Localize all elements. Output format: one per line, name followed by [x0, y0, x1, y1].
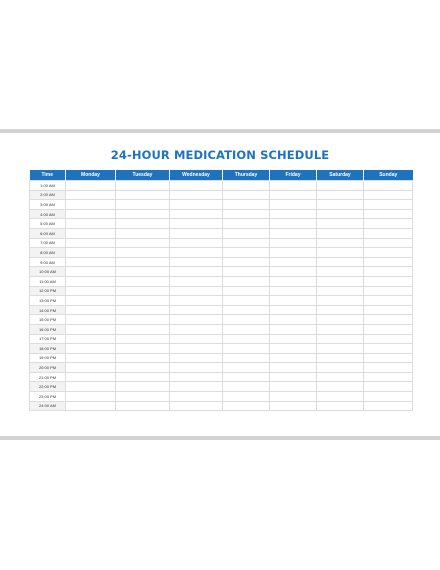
time-cell: 21:00 PM — [30, 372, 66, 382]
schedule-cell[interactable] — [116, 363, 170, 373]
time-cell: 13:00 PM — [30, 296, 66, 306]
schedule-cell[interactable] — [66, 267, 116, 277]
schedule-cell[interactable] — [317, 267, 364, 277]
schedule-cell[interactable] — [170, 305, 223, 315]
schedule-cell[interactable] — [116, 209, 170, 219]
table-row — [30, 392, 413, 402]
schedule-cell[interactable] — [270, 363, 317, 373]
top-divider — [0, 129, 440, 133]
schedule-cell[interactable] — [317, 257, 364, 267]
schedule-cell[interactable] — [66, 353, 116, 363]
schedule-cell[interactable] — [317, 372, 364, 382]
time-cell: 7:00 AM — [30, 238, 66, 248]
schedule-cell[interactable] — [364, 238, 413, 248]
schedule-cell[interactable] — [317, 382, 364, 392]
schedule-cell[interactable] — [170, 200, 223, 210]
schedule-cell[interactable] — [223, 363, 270, 373]
schedule-cell[interactable] — [223, 200, 270, 210]
table-row — [30, 209, 413, 219]
schedule-cell[interactable] — [223, 276, 270, 286]
schedule-cell[interactable] — [116, 401, 170, 411]
time-cell: 10:00 AM — [30, 267, 66, 277]
time-cell: 12:00 PM — [30, 286, 66, 296]
schedule-cell[interactable] — [364, 267, 413, 277]
time-cell: 6:00 AM — [30, 228, 66, 238]
schedule-cell[interactable] — [317, 190, 364, 200]
schedule-cell[interactable] — [223, 257, 270, 267]
schedule-cell[interactable] — [66, 344, 116, 354]
time-cell: 4:00 AM — [30, 209, 66, 219]
schedule-cell[interactable] — [364, 219, 413, 229]
schedule-cell[interactable] — [223, 190, 270, 200]
schedule-cell[interactable] — [66, 392, 116, 402]
schedule-cell[interactable] — [66, 334, 116, 344]
schedule-cell[interactable] — [364, 363, 413, 373]
column-header-time: Time — [30, 170, 66, 181]
table-row — [30, 276, 413, 286]
schedule-cell[interactable] — [317, 228, 364, 238]
schedule-cell[interactable] — [317, 305, 364, 315]
schedule-cell[interactable] — [270, 353, 317, 363]
schedule-cell[interactable] — [223, 353, 270, 363]
table-row — [30, 181, 413, 191]
schedule-cell[interactable] — [317, 363, 364, 373]
time-cell: 3:00 AM — [30, 200, 66, 210]
schedule-cell[interactable] — [317, 219, 364, 229]
schedule-cell[interactable] — [223, 392, 270, 402]
schedule-cell[interactable] — [317, 353, 364, 363]
schedule-cell[interactable] — [223, 228, 270, 238]
schedule-cell[interactable] — [66, 248, 116, 258]
schedule-cell[interactable] — [364, 324, 413, 334]
table-row — [30, 344, 413, 354]
schedule-cell[interactable] — [66, 372, 116, 382]
schedule-cell[interactable] — [270, 238, 317, 248]
schedule-cell[interactable] — [364, 257, 413, 267]
schedule-cell[interactable] — [170, 248, 223, 258]
schedule-cell[interactable] — [223, 305, 270, 315]
column-header-saturday: Saturday — [317, 170, 364, 181]
schedule-cell[interactable] — [364, 200, 413, 210]
time-cell: 22:00 PM — [30, 382, 66, 392]
schedule-cell[interactable] — [116, 248, 170, 258]
schedule-cell[interactable] — [66, 324, 116, 334]
schedule-cell[interactable] — [170, 334, 223, 344]
schedule-cell[interactable] — [364, 392, 413, 402]
schedule-cell[interactable] — [270, 267, 317, 277]
schedule-cell[interactable] — [317, 286, 364, 296]
schedule-cell[interactable] — [223, 334, 270, 344]
schedule-cell[interactable] — [170, 372, 223, 382]
schedule-cell[interactable] — [170, 344, 223, 354]
schedule-cell[interactable] — [270, 276, 317, 286]
table-row — [30, 228, 413, 238]
schedule-cell[interactable] — [170, 286, 223, 296]
table-header-row — [30, 170, 413, 181]
schedule-cell[interactable] — [364, 305, 413, 315]
schedule-cell[interactable] — [270, 296, 317, 306]
schedule-cell[interactable] — [223, 181, 270, 191]
schedule-cell[interactable] — [66, 238, 116, 248]
schedule-cell[interactable] — [270, 315, 317, 325]
time-cell: 11:00 AM — [30, 276, 66, 286]
schedule-cell[interactable] — [223, 209, 270, 219]
schedule-cell[interactable] — [364, 190, 413, 200]
time-cell: 1:00 AM — [30, 181, 66, 191]
schedule-cell[interactable] — [270, 190, 317, 200]
schedule-cell[interactable] — [364, 382, 413, 392]
table-row — [30, 190, 413, 200]
table-row — [30, 286, 413, 296]
schedule-cell[interactable] — [270, 305, 317, 315]
schedule-cell[interactable] — [66, 209, 116, 219]
time-cell: 14:00 PM — [30, 305, 66, 315]
schedule-cell[interactable] — [364, 286, 413, 296]
schedule-cell[interactable] — [223, 238, 270, 248]
column-header-wednesday: Wednesday — [170, 170, 223, 181]
schedule-cell[interactable] — [66, 363, 116, 373]
schedule-cell[interactable] — [364, 209, 413, 219]
schedule-cell[interactable] — [66, 228, 116, 238]
schedule-cell[interactable] — [270, 344, 317, 354]
schedule-cell[interactable] — [116, 190, 170, 200]
schedule-cell[interactable] — [270, 286, 317, 296]
table-row — [30, 238, 413, 248]
schedule-cell[interactable] — [66, 190, 116, 200]
schedule-cell[interactable] — [317, 248, 364, 258]
time-cell: 15:00 PM — [30, 315, 66, 325]
table-row — [30, 200, 413, 210]
schedule-cell[interactable] — [317, 392, 364, 402]
schedule-cell[interactable] — [364, 401, 413, 411]
column-header-thursday: Thursday — [223, 170, 270, 181]
schedule-cell[interactable] — [116, 382, 170, 392]
time-cell: 9:00 AM — [30, 257, 66, 267]
schedule-cell[interactable] — [270, 334, 317, 344]
table-row — [30, 363, 413, 373]
schedule-cell[interactable] — [170, 382, 223, 392]
schedule-cell[interactable] — [364, 334, 413, 344]
schedule-cell[interactable] — [66, 219, 116, 229]
bottom-divider — [0, 436, 440, 440]
schedule-cell[interactable] — [170, 181, 223, 191]
schedule-cell[interactable] — [270, 228, 317, 238]
schedule-cell[interactable] — [116, 392, 170, 402]
schedule-cell[interactable] — [116, 257, 170, 267]
time-cell: 19:00 PM — [30, 353, 66, 363]
schedule-cell[interactable] — [317, 344, 364, 354]
time-cell: 20:00 PM — [30, 363, 66, 373]
schedule-cell[interactable] — [364, 248, 413, 258]
time-cell: 17:00 PM — [30, 334, 66, 344]
schedule-cell[interactable] — [116, 200, 170, 210]
table-row — [30, 248, 413, 258]
schedule-cell[interactable] — [364, 181, 413, 191]
schedule-cell[interactable] — [223, 344, 270, 354]
schedule-cell[interactable] — [170, 276, 223, 286]
schedule-cell[interactable] — [364, 315, 413, 325]
schedule-cell[interactable] — [270, 372, 317, 382]
schedule-cell[interactable] — [270, 257, 317, 267]
schedule-cell[interactable] — [223, 324, 270, 334]
schedule-cell[interactable] — [170, 219, 223, 229]
schedule-cell[interactable] — [270, 209, 317, 219]
schedule-cell[interactable] — [223, 296, 270, 306]
schedule-cell[interactable] — [116, 344, 170, 354]
schedule-cell[interactable] — [116, 315, 170, 325]
schedule-cell[interactable] — [317, 209, 364, 219]
schedule-cell[interactable] — [66, 296, 116, 306]
table-row — [30, 382, 413, 392]
schedule-cell[interactable] — [66, 305, 116, 315]
table-row — [30, 353, 413, 363]
schedule-cell[interactable] — [317, 324, 364, 334]
schedule-cell[interactable] — [170, 238, 223, 248]
schedule-cell[interactable] — [66, 200, 116, 210]
column-header-sunday: Sunday — [364, 170, 413, 181]
schedule-cell[interactable] — [170, 315, 223, 325]
table-row — [30, 334, 413, 344]
schedule-cell[interactable] — [223, 315, 270, 325]
schedule-cell[interactable] — [66, 276, 116, 286]
schedule-cell[interactable] — [116, 334, 170, 344]
schedule-cell[interactable] — [170, 324, 223, 334]
table-row — [30, 219, 413, 229]
schedule-cell[interactable] — [223, 401, 270, 411]
time-cell: 5:00 AM — [30, 219, 66, 229]
schedule-cell[interactable] — [317, 315, 364, 325]
schedule-cell[interactable] — [116, 372, 170, 382]
schedule-cell[interactable] — [170, 392, 223, 402]
schedule-cell[interactable] — [116, 276, 170, 286]
schedule-cell[interactable] — [170, 296, 223, 306]
table-row — [30, 401, 413, 411]
column-header-friday: Friday — [270, 170, 317, 181]
schedule-cell[interactable] — [270, 392, 317, 402]
schedule-cell[interactable] — [116, 353, 170, 363]
schedule-cell[interactable] — [116, 286, 170, 296]
schedule-cell[interactable] — [66, 382, 116, 392]
schedule-cell[interactable] — [170, 228, 223, 238]
schedule-cell[interactable] — [170, 363, 223, 373]
schedule-cell[interactable] — [364, 296, 413, 306]
schedule-cell[interactable] — [317, 238, 364, 248]
schedule-cell[interactable] — [116, 324, 170, 334]
time-cell: 16:00 PM — [30, 324, 66, 334]
column-header-tuesday: Tuesday — [116, 170, 170, 181]
schedule-cell[interactable] — [116, 219, 170, 229]
table-row — [30, 324, 413, 334]
schedule-cell[interactable] — [270, 248, 317, 258]
schedule-cell[interactable] — [223, 382, 270, 392]
schedule-cell[interactable] — [116, 305, 170, 315]
schedule-cell[interactable] — [66, 181, 116, 191]
schedule-cell[interactable] — [170, 209, 223, 219]
column-header-monday: Monday — [66, 170, 116, 181]
time-cell: 24:00 AM — [30, 401, 66, 411]
medication-schedule-table — [29, 170, 413, 411]
schedule-cell[interactable] — [223, 219, 270, 229]
page-title: 24-HOUR MEDICATION SCHEDULE — [110, 148, 330, 162]
schedule-cell[interactable] — [270, 200, 317, 210]
schedule-cell[interactable] — [270, 401, 317, 411]
schedule-cell[interactable] — [317, 200, 364, 210]
time-cell: 8:00 AM — [30, 248, 66, 258]
schedule-cell[interactable] — [116, 228, 170, 238]
schedule-cell[interactable] — [66, 315, 116, 325]
schedule-cell[interactable] — [223, 248, 270, 258]
schedule-cell[interactable] — [170, 353, 223, 363]
schedule-cell[interactable] — [116, 238, 170, 248]
schedule-cell[interactable] — [116, 181, 170, 191]
schedule-cell[interactable] — [66, 257, 116, 267]
table-row — [30, 267, 413, 277]
schedule-cell[interactable] — [317, 334, 364, 344]
schedule-cell[interactable] — [317, 296, 364, 306]
time-cell: 18:00 PM — [30, 344, 66, 354]
schedule-cell[interactable] — [270, 219, 317, 229]
schedule-cell[interactable] — [364, 344, 413, 354]
table-row — [30, 296, 413, 306]
schedule-cell[interactable] — [270, 181, 317, 191]
schedule-cell[interactable] — [364, 353, 413, 363]
schedule-cell[interactable] — [66, 286, 116, 296]
schedule-cell[interactable] — [317, 276, 364, 286]
schedule-cell[interactable] — [66, 401, 116, 411]
schedule-cell[interactable] — [317, 401, 364, 411]
schedule-cell[interactable] — [170, 267, 223, 277]
schedule-cell[interactable] — [223, 372, 270, 382]
schedule-cell[interactable] — [364, 276, 413, 286]
schedule-cell[interactable] — [223, 286, 270, 296]
schedule-cell[interactable] — [170, 401, 223, 411]
schedule-cell[interactable] — [364, 228, 413, 238]
schedule-cell[interactable] — [270, 324, 317, 334]
schedule-cell[interactable] — [116, 267, 170, 277]
schedule-cell[interactable] — [223, 267, 270, 277]
schedule-cell[interactable] — [170, 257, 223, 267]
schedule-cell[interactable] — [317, 181, 364, 191]
schedule-cell[interactable] — [270, 382, 317, 392]
schedule-cell[interactable] — [364, 372, 413, 382]
table-row — [30, 372, 413, 382]
time-cell: 23:00 PM — [30, 392, 66, 402]
table-row — [30, 257, 413, 267]
table-row — [30, 305, 413, 315]
time-cell: 2:00 AM — [30, 190, 66, 200]
schedule-cell[interactable] — [116, 296, 170, 306]
table-row — [30, 315, 413, 325]
schedule-cell[interactable] — [170, 190, 223, 200]
